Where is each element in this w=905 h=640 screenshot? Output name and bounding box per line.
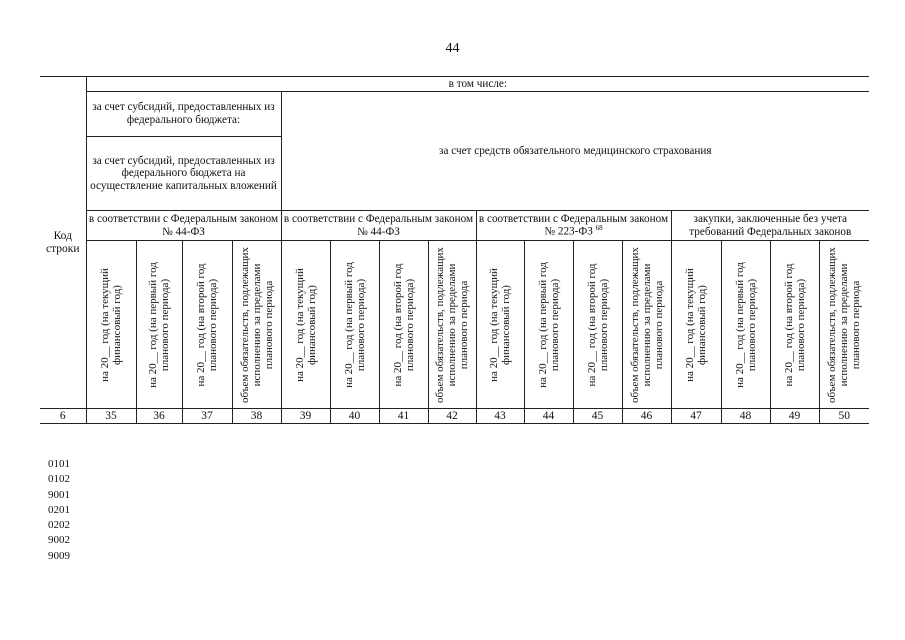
footnote-ref: 68 xyxy=(595,224,603,233)
column-number: 49 xyxy=(770,409,819,424)
kod-stroki-header: Код строки xyxy=(40,77,86,409)
column-number: 36 xyxy=(136,409,182,424)
subcol-header-second: на 20__ год (на второй год планового периода) xyxy=(585,263,610,386)
column-number: 6 xyxy=(40,409,86,424)
oms-header: за счет средств обязательного медицинского страхования xyxy=(281,92,869,211)
column-number: 40 xyxy=(330,409,379,424)
column-number: 43 xyxy=(476,409,524,424)
subcol-header-second: на 20__ год (на второй год планового периода) xyxy=(391,263,416,386)
column-number: 39 xyxy=(281,409,330,424)
column-number: 48 xyxy=(721,409,770,424)
subcol-header-beyond: объем обязательств, подлежащих исполнению за пределами планового периода xyxy=(238,246,275,403)
column-number: 41 xyxy=(379,409,428,424)
group-header-44fz-a: в соответствии с Федеральным законом № 44-ФЗ xyxy=(86,211,281,241)
subcol-header-second: на 20__ год (на второй год планового периода) xyxy=(194,263,219,386)
row-code: 0101 xyxy=(48,458,70,470)
subsidies-capital-header: за счет субсидий, предоставленных из федерального бюджета на осуществление капитальных вложений xyxy=(86,137,281,211)
subcol-header-first: на 20__ год (на первый год планового периода) xyxy=(536,261,561,388)
column-number: 46 xyxy=(622,409,671,424)
subcol-header-first: на 20__ год (на первый год планового периода) xyxy=(342,261,367,388)
group-header-44fz-b: в соответствии с Федеральным законом № 44-ФЗ xyxy=(281,211,476,241)
budget-header-table xyxy=(40,76,869,424)
subcol-header-second: на 20__ год (на второй год планового периода) xyxy=(782,263,807,386)
page-number: 44 xyxy=(445,41,460,56)
row-codes-list xyxy=(48,457,70,564)
row-code: 0102 xyxy=(48,473,70,486)
column-number: 35 xyxy=(86,409,136,424)
column-number: 37 xyxy=(182,409,232,424)
subsidies-fed-header: за счет субсидий, предоставленных из федерального бюджета: xyxy=(86,92,281,137)
row-code: 0201 xyxy=(48,503,70,516)
group-header-223fz: в соответствии с Федеральным законом № 223-ФЗ $^{68}$ xyxy=(476,211,671,241)
subcol-header-beyond: объем обязательств, подлежащих исполнению за пределами планового периода xyxy=(628,246,665,403)
subcol-header-beyond: объем обязательств, подлежащих исполнению за пределами планового периода xyxy=(826,246,863,403)
row-code: 9009 xyxy=(48,549,70,562)
column-number: 42 xyxy=(428,409,476,424)
column-numbers-row xyxy=(40,409,869,424)
column-number: 50 xyxy=(819,409,869,424)
subcol-header-current: на 20__ год (на текущий финансовый год) xyxy=(293,267,318,382)
row-code: 9002 xyxy=(48,534,70,547)
group-header-no-fz: закупки, заключенные без учета требований Федеральных законов xyxy=(671,211,869,241)
column-number: 47 xyxy=(671,409,721,424)
column-number: 45 xyxy=(573,409,622,424)
column-number: 38 xyxy=(232,409,281,424)
subcol-header-first: на 20__ год (на первый год планового периода) xyxy=(733,261,758,388)
subcol-header-first: на 20__ год (на первый год планового периода) xyxy=(146,261,171,388)
row-code: 0202 xyxy=(48,519,70,532)
column-number: 44 xyxy=(524,409,573,424)
subcol-header-current: на 20__ год (на текущий финансовый год) xyxy=(683,267,708,382)
subcol-header-beyond: объем обязательств, подлежащих исполнению за пределами планового периода xyxy=(433,246,471,403)
row-code: 9001 xyxy=(48,488,70,501)
subcol-header-current: на 20__ год (на текущий финансовый год) xyxy=(487,267,512,382)
vtom-chisle-header: в том числе: xyxy=(86,77,869,92)
subcol-header-current: на 20__ год (на текущий финансовый год) xyxy=(98,267,123,382)
